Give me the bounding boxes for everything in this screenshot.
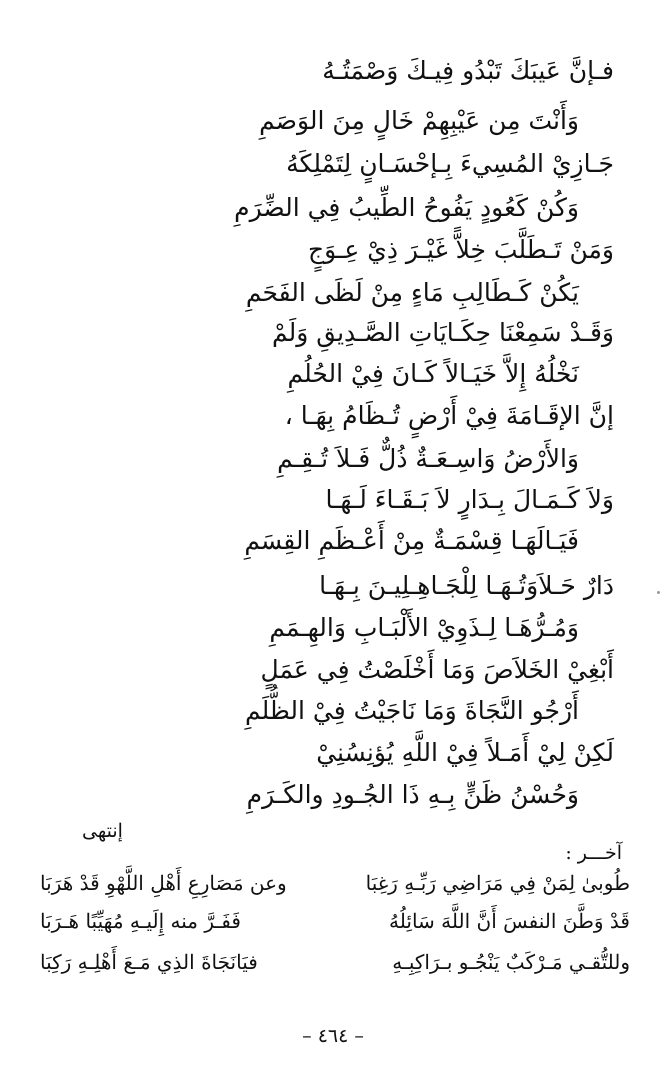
short-poem-verse — [40, 866, 630, 900]
page-number: – ٤٦٤ – — [302, 1025, 364, 1047]
scan-speck — [657, 591, 660, 594]
poem-line: نَخْلُهُ إِلاَّ خَيَـالاً كَـانَ فِيْ الحُلُمِ — [287, 359, 579, 388]
short-poem-first-hemistich: قَدْ وَطَّنَ النفسَ أَنَّ اللَّهَ سَائِلُهُ — [389, 909, 630, 933]
short-poem-second-hemistich: فيَانَجَاةَ الذِي مَـعَ أَهْلِـهِ رَكِبَا — [40, 950, 258, 974]
poem-line: إنَّ الإقَـامَةَ فِيْ أَرْضٍ تُـظَامُ بِهَـا ، — [284, 401, 614, 430]
poem-line: فَيَـالَهَـا قِسْمَـةٌ مِنْ أَعْـظَمِ القِسَمِ — [244, 526, 579, 555]
poem-line: وَكُنْ كَعُودٍ يَفُوحُ الطِّيبُ فِي الضِّرَمِ — [234, 193, 579, 222]
short-poem-second-hemistich: وعن مَصَارِعِ أَهْلِ اللَّهْوِ قَدْ هَرَبَا — [40, 871, 287, 895]
poem-line: وَمَنْ تَـطَلَّبَ خِلاًّ غَيْـرَ ذِيْ عِـوَجٍ — [308, 235, 614, 264]
poem-line: وَأَنْتَ مِن عَيْبِهِمْ خَالٍ مِنَ الوَصَمِ — [259, 106, 579, 135]
poem-line: جَـازِيْ المُسِيءَ بِـإحْسَـانٍ لِتَمْلِكَهُ — [286, 149, 614, 178]
short-poem-second-hemistich: فَفَـرَّ منه إِلَيـهِ مُهَيِّبًا هَـرَبَا — [40, 909, 241, 933]
poem-line: أَبْغِيْ الخَلاَصَ وَمَا أَخْلَصْتُ فِي عَمَلٍ — [260, 655, 614, 684]
poem-line: وَحُسْنُ ظَنٍّ بِـهِ ذَا الجُـودِ والكَـرَمِ — [246, 780, 579, 809]
poem-line: وَمُـرُّهَـا لِـذَوِيْ الأَلْبَـابِ وَالهِـمَمِ — [269, 613, 579, 642]
poem-line: يَكُنْ كَـطَالِبِ مَاءٍ مِنْ لَظَى الفَحَمِ — [245, 278, 579, 307]
short-poem-first-hemistich: وللتُّقـي مَـرْكَبٌ يَنْجُـو بـرَاكِبِـهِ — [392, 950, 630, 974]
poem-line: فـإنَّ عَيبَكَ تَبْدُو فِيـكَ وَصْمَتُـهُ — [322, 56, 614, 85]
short-poem-first-hemistich: طُوبىٰ لِمَنْ فِي مَرَاضِي رَبِّـهِ رَغِبَا — [365, 871, 630, 895]
poem-line: وَلاَ كَـمَـالَ بِـدَارٍ لاَ بَـقَـاءَ لَـهَـا — [325, 485, 614, 514]
poem-line: دَارٌ حَـلاَوَتُـهَـا لِلْجَـاهِـلِيـنَ بِـهَـا — [319, 571, 614, 600]
short-poem-verse — [40, 904, 630, 938]
end-label: إنتهى — [82, 820, 123, 842]
short-poem-verse — [40, 945, 630, 979]
poem-line: لَكِنْ لِيْ أَمَـلاً فِيْ اللَّهِ يُؤنِسُنِيْ — [316, 738, 614, 767]
poem-line: أَرْجُو النَّجَاةَ وَمَا نَاجَيْتُ فِيْ الظُّلَمِ — [244, 696, 579, 725]
other-poem-heading: آخـــر : — [565, 842, 622, 864]
poem-line: وَالأَرْضُ وَاسِـعَـةٌ ذُلٌّ فَـلاَ تُـقِـمِ — [277, 444, 579, 473]
poem-line: وَقَـدْ سَمِعْنَا حِكَـايَاتِ الصَّـدِيقِ وَلَمْ — [271, 318, 614, 347]
